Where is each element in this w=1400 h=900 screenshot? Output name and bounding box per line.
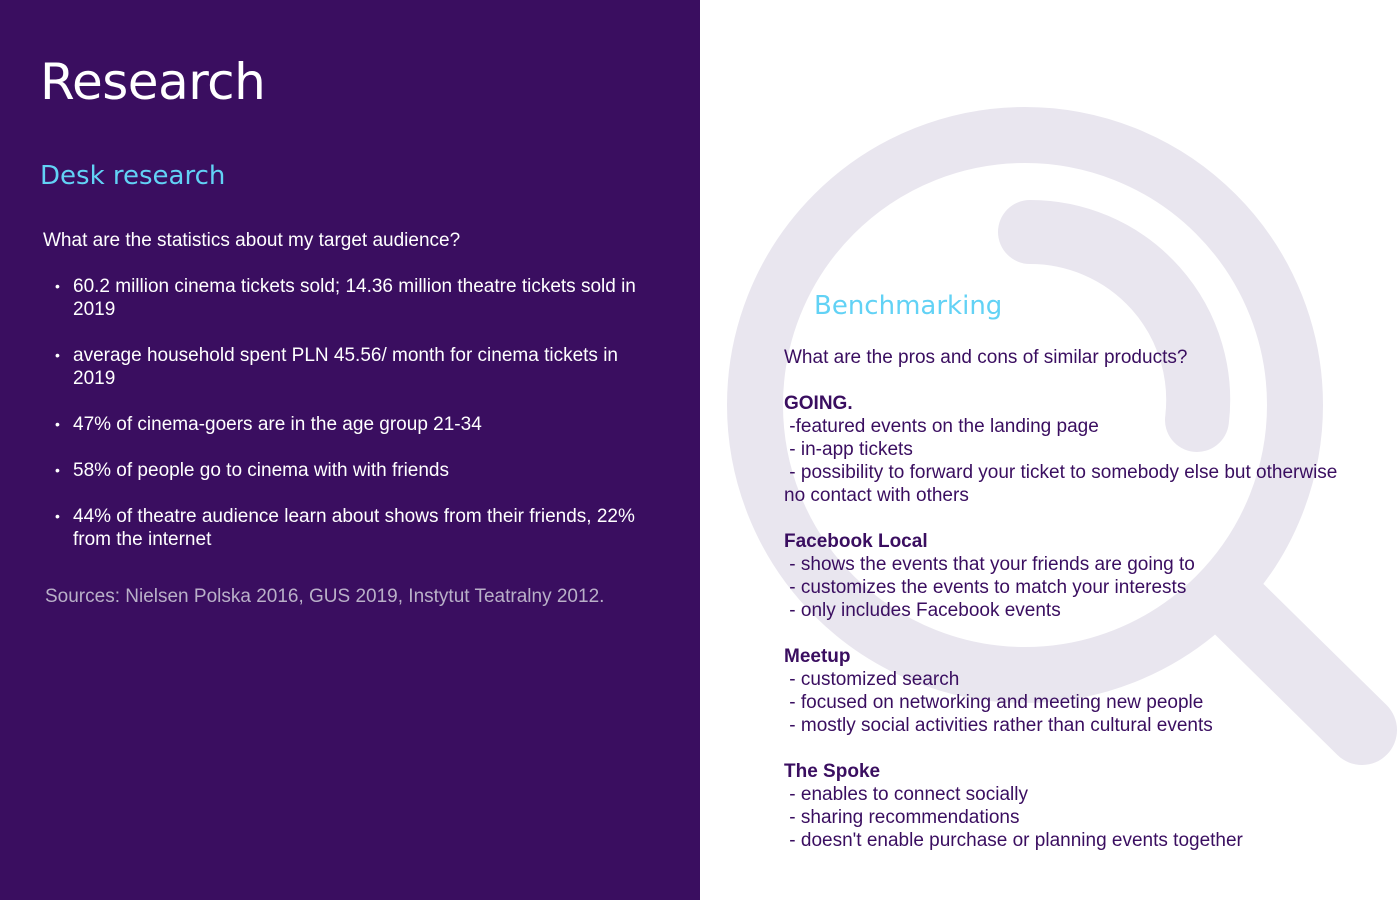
bullet-icon: • (55, 508, 60, 524)
product-the-spoke (784, 760, 1344, 852)
product-point: - enables to connect socially (784, 784, 1028, 805)
product-name: Meetup (784, 646, 851, 667)
desk-research-heading: Desk research (40, 161, 226, 191)
sources-note: Sources: Nielsen Polska 2016, GUS 2019, Instytut Teatralny 2012. (45, 586, 605, 607)
product-point: -featured events on the landing page (784, 416, 1099, 437)
bullet-icon: • (55, 278, 60, 294)
statistic-text: 44% of theatre audience learn about shows from their friends, 22% from the internet (73, 506, 635, 550)
statistic-text: 47% of cinema-goers are in the age group 21-34 (73, 414, 482, 435)
statistic-item (55, 459, 663, 482)
product-point: - possibility to forward your ticket to somebody else but otherwise no contact with others (784, 462, 1343, 506)
product-point: - mostly social activities rather than cultural events (784, 715, 1213, 736)
product-point: - sharing recommendations (784, 807, 1020, 828)
product-name: GOING. (784, 393, 853, 414)
statistic-text: 60.2 million cinema tickets sold; 14.36 million theatre tickets sold in 2019 (73, 276, 636, 320)
product-name: The Spoke (784, 761, 881, 782)
product-point: - shows the events that your friends are going to (784, 554, 1195, 575)
product-point: - in-app tickets (784, 439, 913, 460)
desk-research-question: What are the statistics about my target audience? (43, 230, 461, 251)
product-point: - customizes the events to match your interests (784, 577, 1187, 598)
statistic-item (55, 344, 663, 390)
product-point: - doesn't enable purchase or planning events together (784, 830, 1243, 851)
statistic-text: average household spent PLN 45.56/ month for cinema tickets in 2019 (73, 345, 618, 389)
statistic-item (55, 275, 663, 321)
page-title: Research (40, 53, 266, 111)
benchmarking-question: What are the pros and cons of similar products? (784, 347, 1188, 368)
statistic-text: 58% of people go to cinema with with friends (73, 460, 449, 481)
product-name: Facebook Local (784, 531, 928, 552)
benchmarking-content (784, 346, 1344, 875)
product-point: - focused on networking and meeting new people (784, 692, 1204, 713)
product-point: - only includes Facebook events (784, 600, 1061, 621)
bullet-icon: • (55, 462, 60, 478)
statistic-item (55, 505, 663, 551)
benchmarking-heading: Benchmarking (814, 291, 1003, 321)
statistics-list (55, 275, 663, 574)
product-facebook-local (784, 530, 1344, 622)
product-going (784, 392, 1344, 507)
bullet-icon: • (55, 347, 60, 363)
statistic-item (55, 413, 663, 436)
product-meetup (784, 645, 1344, 737)
bullet-icon: • (55, 416, 60, 432)
product-point: - customized search (784, 669, 960, 690)
